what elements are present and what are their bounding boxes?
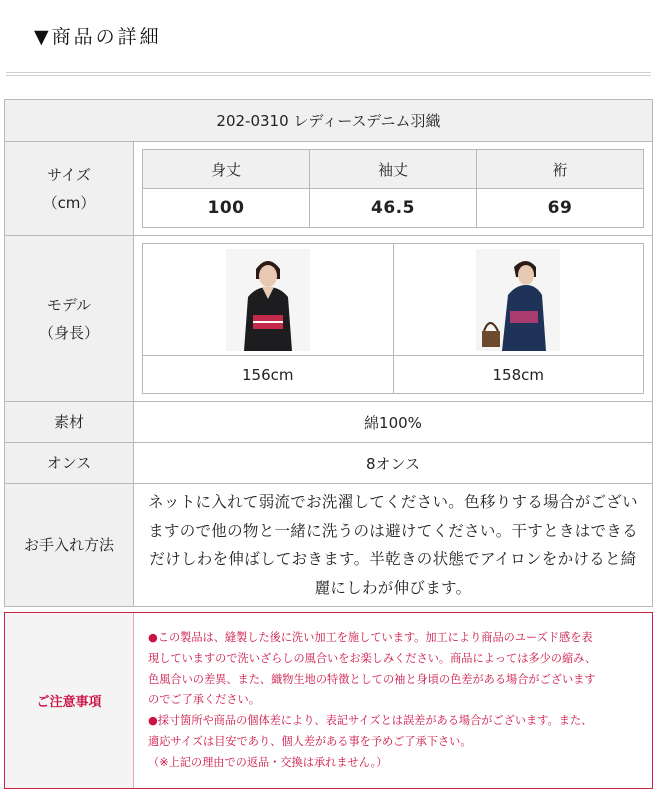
divider (6, 75, 651, 76)
care-text (134, 484, 653, 607)
care-line: ネットに入れて弱流でお洗濯してください。色移りする場合がござい (148, 493, 638, 511)
material-value: 綿100% (134, 402, 653, 443)
notice-line: （※上記の理由での返品・交換は承れません。） (148, 755, 388, 769)
model-height-2: 158cm (393, 356, 644, 394)
notice-line: 色風合いの差異、また、織物生地の特徴としての袖と身頃の色差がある場合がございます (148, 672, 596, 686)
care-line: だけしわを伸ばしておきます。半乾きの状態でアイロンをかけると綺 (149, 550, 637, 568)
notice-box (4, 612, 653, 789)
size-header-sleeve: 袖丈 (310, 150, 477, 189)
ounce-label: オンス (5, 443, 134, 484)
model-label-height: （身長） (38, 323, 99, 342)
care-line: ますので他の物と一緒に洗うのは避けてください。干すときはできる (148, 521, 638, 540)
notice-text (134, 613, 652, 788)
model-label (5, 236, 134, 402)
model-cell (134, 236, 653, 402)
ounce-value: 8オンス (134, 443, 653, 484)
model-photo-denim-kimono (476, 249, 560, 351)
notice-line: 現していますので洗いざらしの風合いをお楽しみください。商品によっては多少の縮み、 (148, 651, 597, 665)
size-header-length: 身丈 (143, 150, 310, 189)
size-table (142, 149, 644, 228)
product-spec-table (4, 99, 653, 607)
divider (6, 72, 651, 73)
care-line: 麗にしわが伸びます。 (314, 578, 472, 597)
model-height-1: 156cm (143, 356, 394, 394)
model-label-text: モデル (46, 295, 92, 314)
size-value-length: 100 (143, 189, 310, 228)
notice-line: ●採寸箇所や商品の個体差により、表記サイズとは誤差がある場合がございます。また、 (148, 714, 593, 728)
size-cell (134, 142, 653, 236)
size-header-yuki: 裄 (477, 150, 644, 189)
care-label: お手入れ方法 (5, 484, 134, 607)
size-label-text: サイズ (47, 165, 91, 184)
model-photo-black-kimono (226, 249, 310, 351)
size-value-yuki: 69 (477, 189, 644, 228)
section-heading: ▼商品の詳細 (34, 26, 162, 48)
model-table (142, 243, 644, 394)
size-label-unit: （cm） (42, 193, 96, 212)
notice-label: ご注意事項 (5, 613, 134, 788)
notice-line: のでご了承ください。 (148, 693, 260, 707)
model-photo-cell (393, 244, 644, 356)
notice-line: 適応サイズは目安であり、個人差がある事を予めご了承下さい。 (148, 734, 472, 748)
notice-line: ●この製品は、縫製した後に洗い加工を施しています。加工により商品のユーズド感を表 (148, 631, 593, 644)
product-title: 202-0310 レディースデニム羽織 (5, 100, 653, 142)
size-value-sleeve: 46.5 (310, 189, 477, 228)
size-label (5, 142, 134, 236)
material-label: 素材 (5, 402, 134, 443)
model-photo-cell (143, 244, 394, 356)
